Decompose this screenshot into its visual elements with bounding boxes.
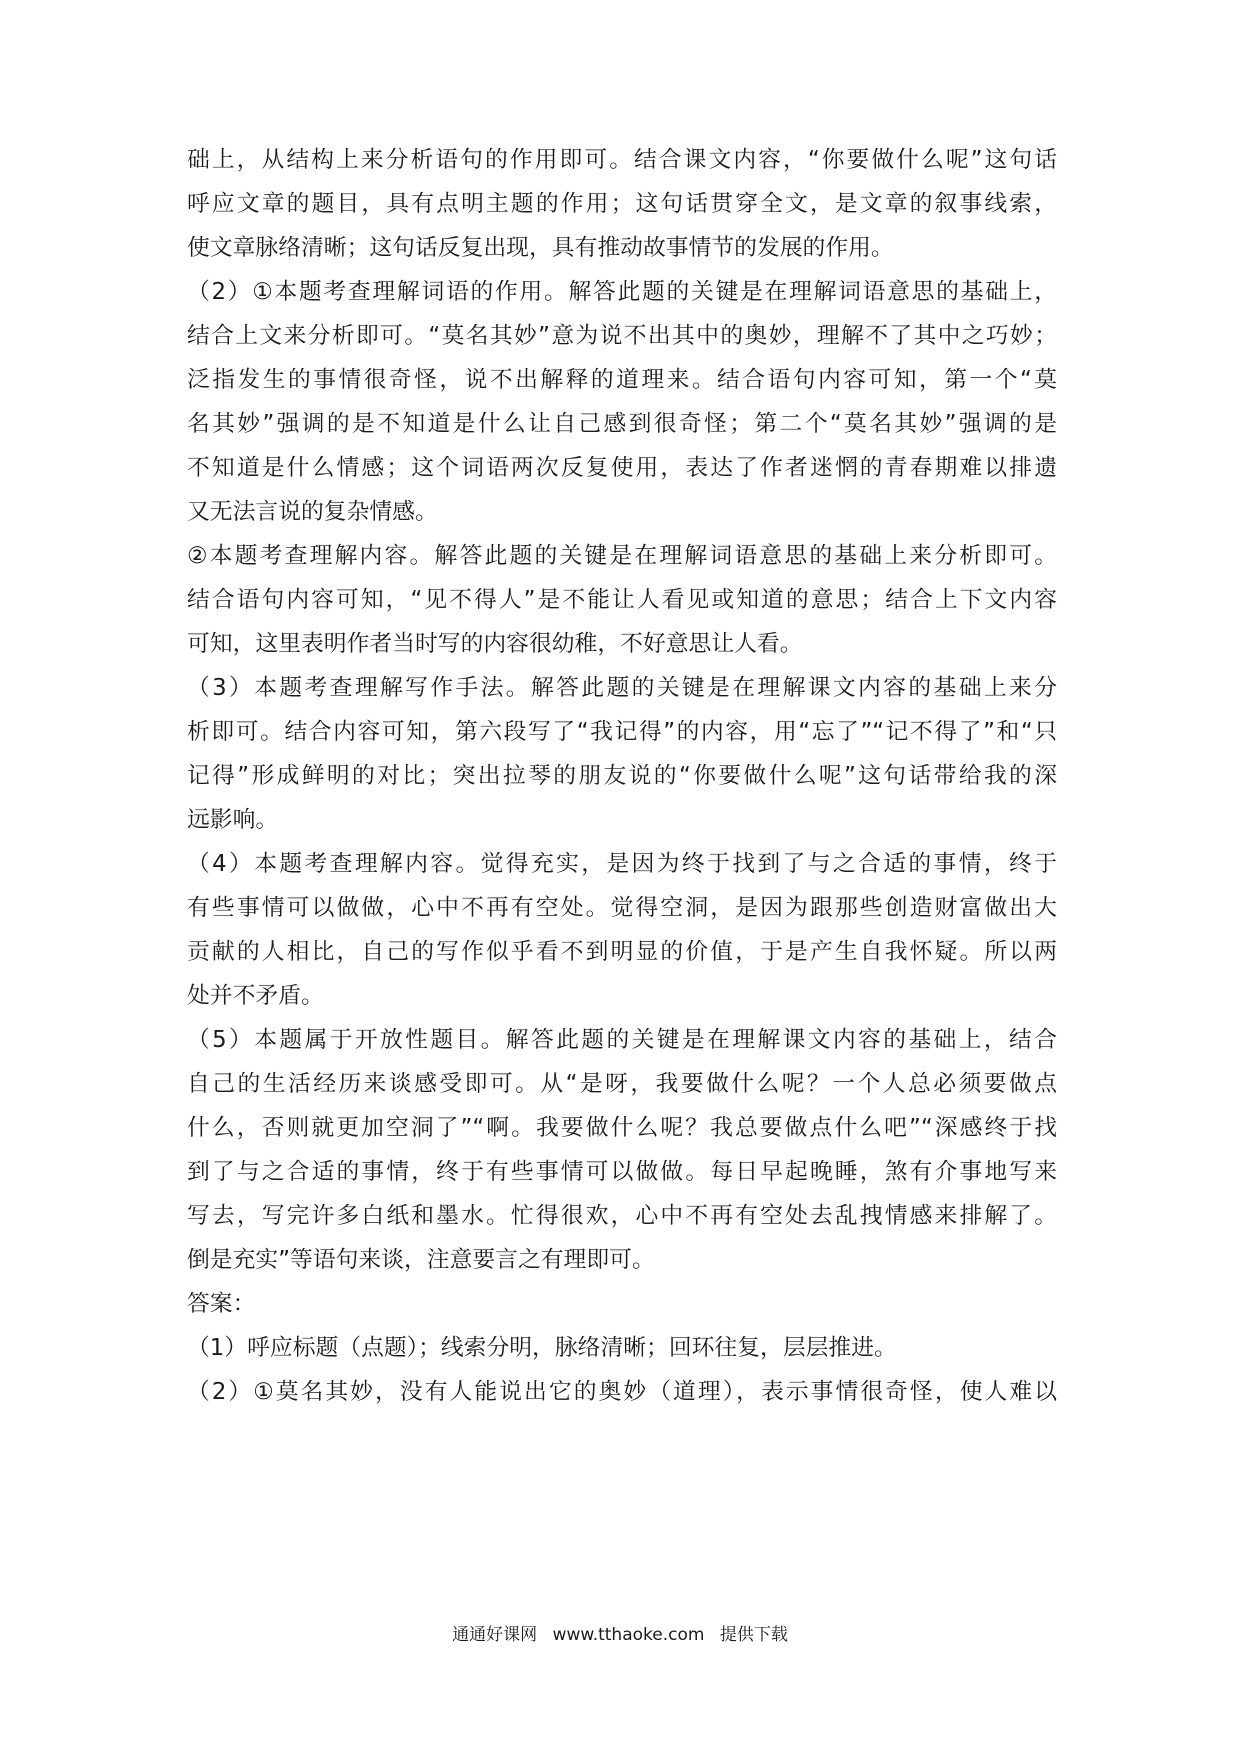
document-body [187,138,1057,1414]
text-line: 结合上文来分析即可。“莫名其妙”意为说不出其中的奥妙，理解不了其中之巧妙； [187,323,1057,349]
text-line: 础上，从结构上来分析语句的作用即可。结合课文内容，“你要做什么呢”这句话 [187,147,1057,173]
text-line: 不知道是什么情感；这个词语两次反复使用，表达了作者迷惘的青春期难以排遗 [187,455,1057,481]
footer-url: www.tthaoke.com [552,1625,705,1645]
footer-site-name: 通通好课网 [452,1625,538,1645]
text-line: 可知，这里表明作者当时写的内容很幼稚，不好意思让人看。 [187,631,803,657]
text-line: 自己的生活经历来谈感受即可。从“是呀，我要做什么呢？一个人总必须要做点 [187,1071,1057,1097]
text-line: 析即可。结合内容可知，第六段写了“我记得”的内容，用“忘了”“记不得了”和“只 [187,719,1057,745]
text-line: （1）呼应标题（点题）；线索分明，脉络清晰；回环往复，层层推进。 [187,1335,897,1361]
text-line: （2）①本题考查理解词语的作用。解答此题的关键是在理解词语意思的基础上， [187,279,1057,305]
text-line: 泛指发生的事情很奇怪，说不出解释的道理来。结合语句内容可知，第一个“莫 [187,367,1057,393]
footer-suffix: 提供下载 [719,1625,788,1645]
text-line: 什么，否则就更加空洞了”“啊。我要做什么呢？我总要做点什么吧”“深感终于找 [187,1115,1057,1141]
answer-heading: 答案： [187,1291,256,1317]
text-line: 又无法言说的复杂情感。 [187,499,438,525]
text-line: 呼应文章的题目，具有点明主题的作用；这句话贯穿全文，是文章的叙事线索， [187,191,1057,217]
text-line: 写去，写完许多白纸和墨水。忙得很欢，心中不再有空处去乱拽情感来排解了。 [187,1203,1057,1229]
text-line: （3）本题考查理解写作手法。解答此题的关键是在理解课文内容的基础上来分 [187,675,1057,701]
text-line: 名其妙”强调的是不知道是什么让自己感到很奇怪；第二个“莫名其妙”强调的是 [187,411,1057,437]
text-line: 处并不矛盾。 [187,983,324,1009]
text-line: （5）本题属于开放性题目。解答此题的关键是在理解课文内容的基础上，结合 [187,1027,1057,1053]
text-line: 记得”形成鲜明的对比；突出拉琴的朋友说的“你要做什么呢”这句话带给我的深 [187,763,1057,789]
text-line: 有些事情可以做做，心中不再有空处。觉得空洞，是因为跟那些创造财富做出大 [187,895,1057,921]
text-line: 使文章脉络清晰；这句话反复出现，具有推动故事情节的发展的作用。 [187,235,894,261]
text-line: 到了与之合适的事情，终于有些事情可以做做。每日早起晚睡，煞有介事地写来 [187,1159,1057,1185]
text-line: 远影响。 [187,807,279,833]
text-line: 贡献的人相比，自己的写作似乎看不到明显的价值，于是产生自我怀疑。所以两 [187,939,1057,965]
page-footer [0,1623,1240,1647]
text-line: 结合语句内容可知，“见不得人”是不能让人看见或知道的意思；结合上下文内容 [187,587,1057,613]
text-line: 倒是充实”等语句来谈，注意要言之有理即可。 [187,1247,655,1273]
text-line: ②本题考查理解内容。解答此题的关键是在理解词语意思的基础上来分析即可。 [187,543,1057,569]
text-line: （4）本题考查理解内容。觉得充实，是因为终于找到了与之合适的事情，终于 [187,851,1057,877]
text-line: （2）①莫名其妙，没有人能说出它的奥妙（道理），表示事情很奇怪，使人难以 [187,1379,1057,1405]
